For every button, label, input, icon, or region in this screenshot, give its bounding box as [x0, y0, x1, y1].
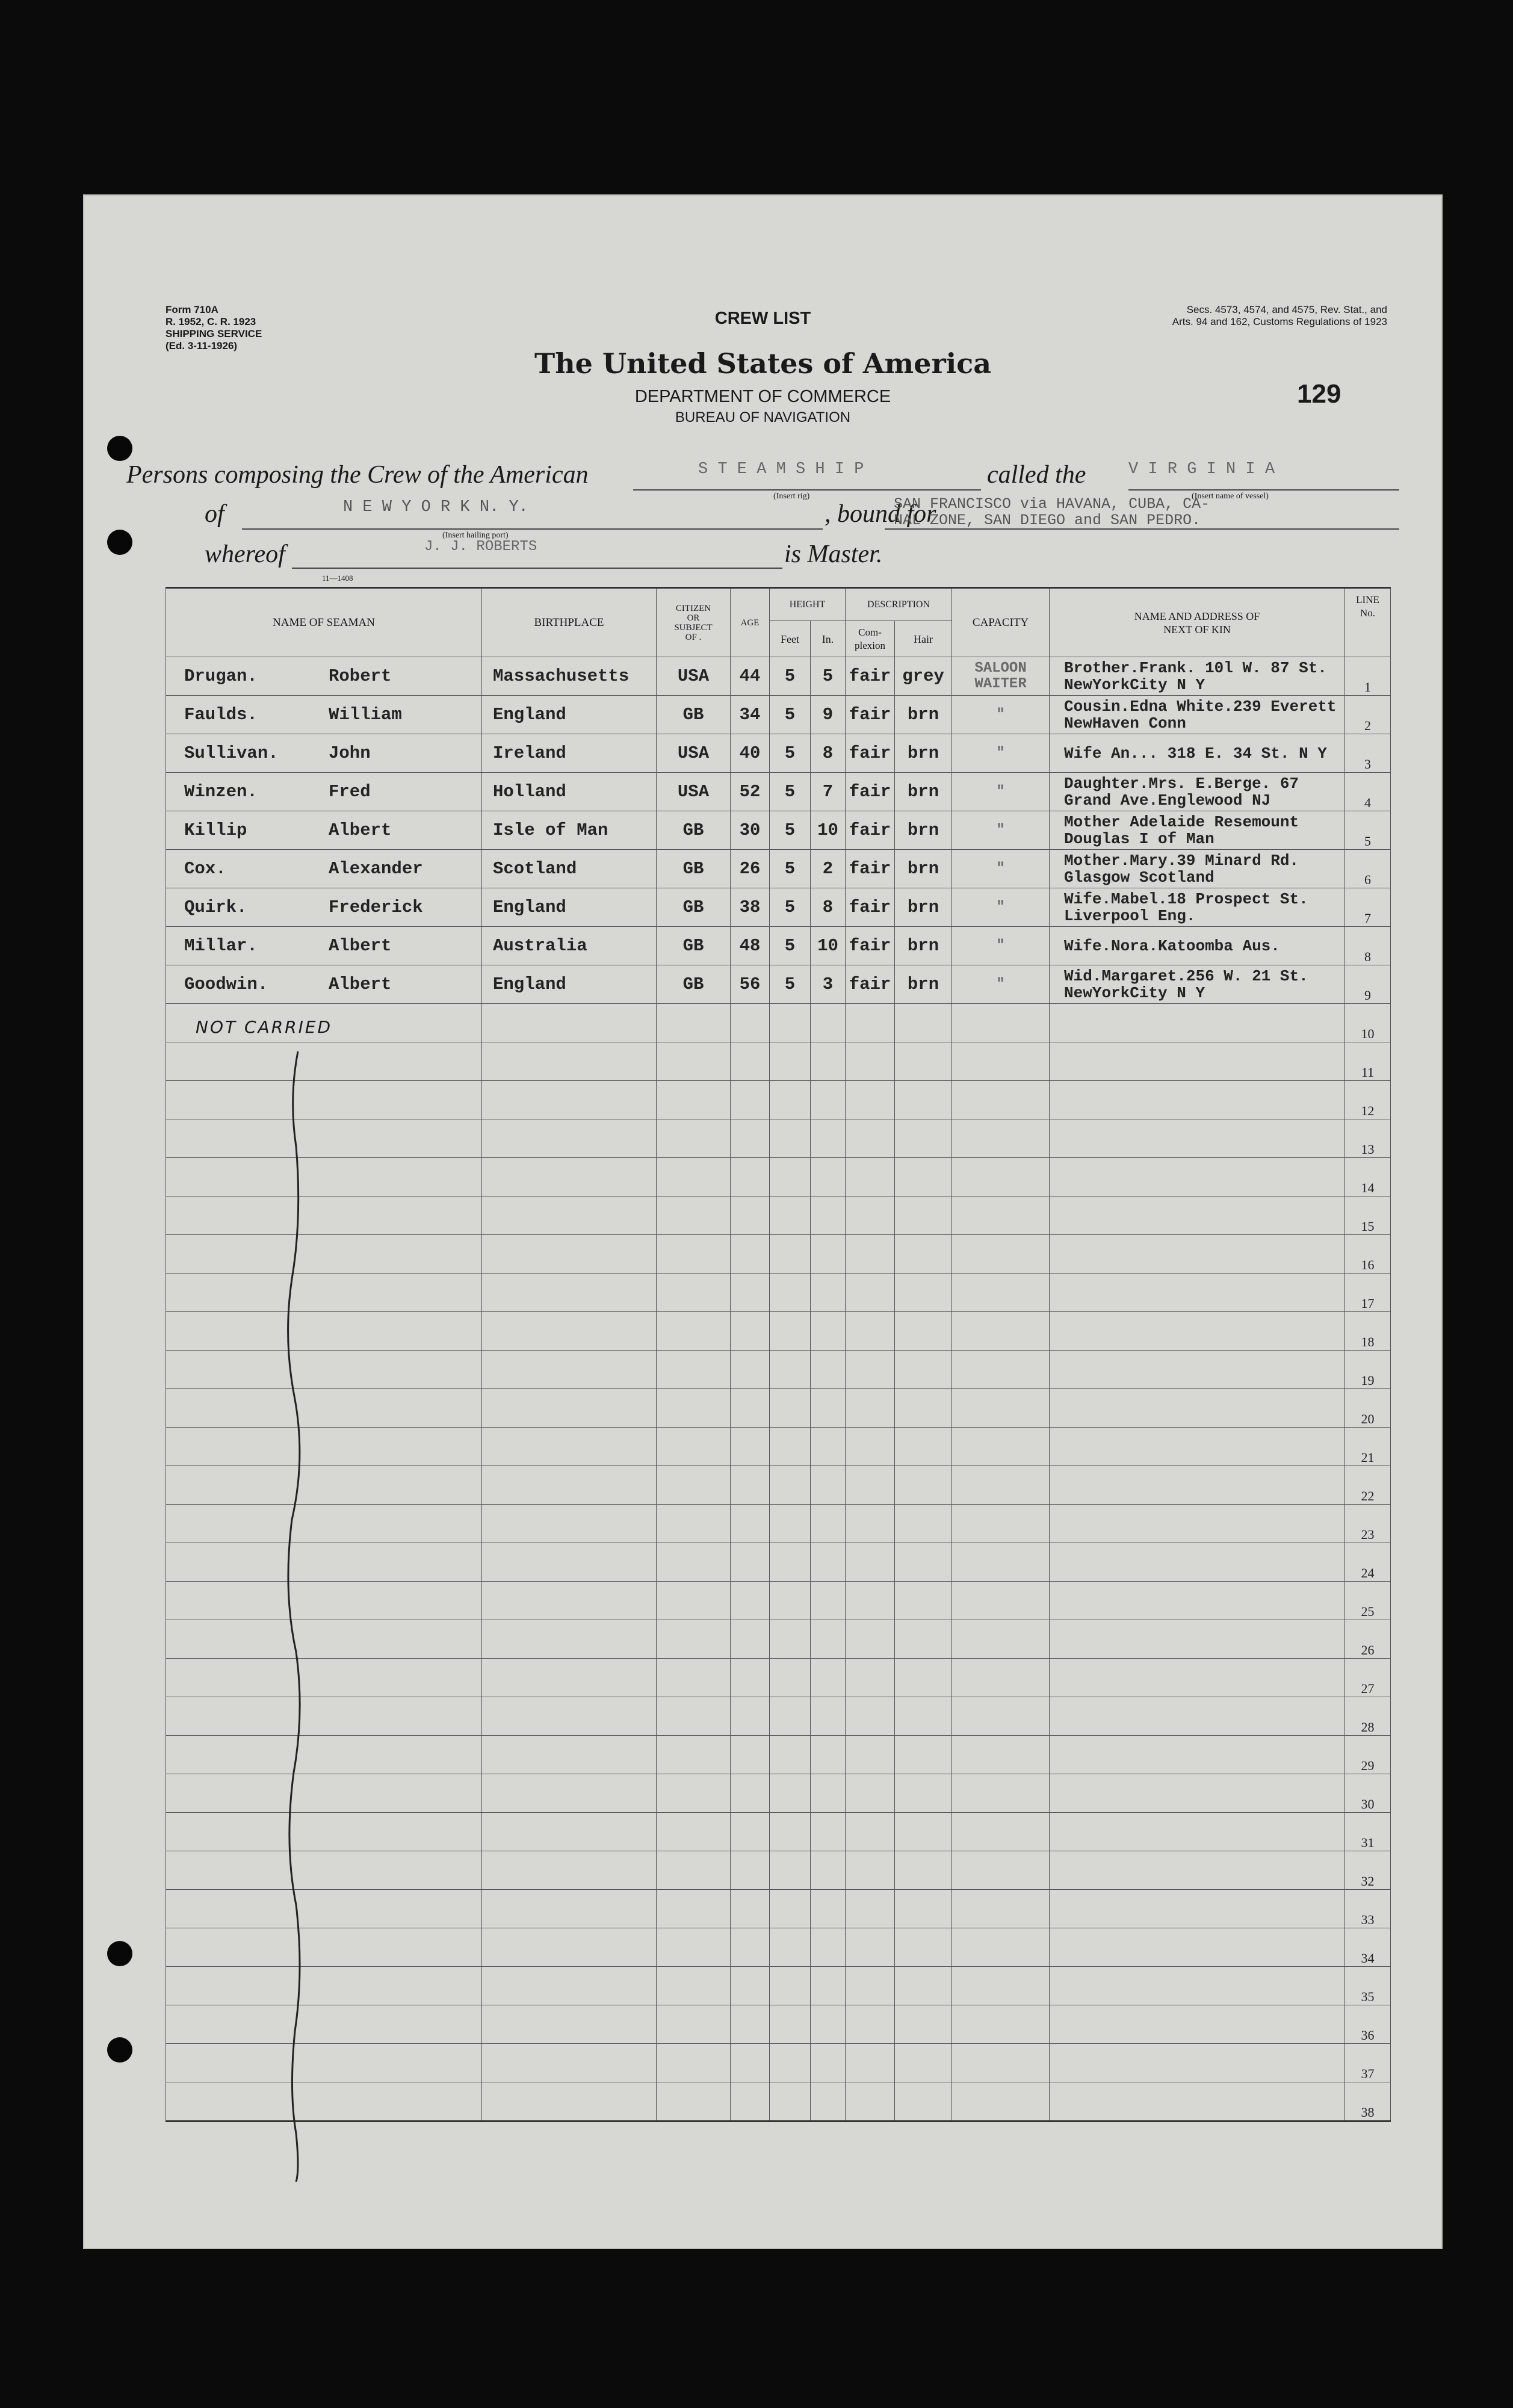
birthplace-cell: England: [482, 888, 657, 927]
line-number: 27: [1345, 1659, 1391, 1697]
citizen-cell: GB: [657, 811, 731, 850]
destination-line-2: NAL ZONE, SAN DIEGO and SAN PEDRO.: [894, 512, 1201, 529]
birthplace-cell: England: [482, 696, 657, 734]
kin-cell: Mother.Mary.39 Minard Rd. Glasgow Scotland: [1050, 850, 1345, 888]
line-number: 3: [1345, 734, 1391, 773]
feet-cell: 5: [770, 773, 811, 811]
line-number: 9: [1345, 965, 1391, 1004]
destination-line-1: SAN FRANCISCO via HAVANA, CUBA, CA-: [894, 495, 1210, 513]
form-id: Form 710A: [166, 304, 218, 315]
binder-hole: [107, 436, 132, 461]
age-cell: 34: [731, 696, 770, 734]
form-ref: R. 1952, C. R. 1923: [166, 316, 256, 327]
seaman-given-name: Albert: [329, 820, 392, 840]
birthplace-cell: Ireland: [482, 734, 657, 773]
seaman-given-name: Albert: [329, 974, 392, 994]
name-header: NAME OF SEAMAN: [166, 588, 482, 657]
line-number: 6: [1345, 850, 1391, 888]
feet-cell: 5: [770, 965, 811, 1004]
birthplace-cell: Holland: [482, 773, 657, 811]
kin-cell: Brother.Frank. 10l W. 87 St. NewYorkCity N Y: [1050, 657, 1345, 696]
line-number: 4: [1345, 773, 1391, 811]
age-cell: 48: [731, 927, 770, 965]
line-number: 23: [1345, 1505, 1391, 1543]
line-number: 12: [1345, 1081, 1391, 1119]
complexion-cell: fair: [846, 657, 895, 696]
line-number: 24: [1345, 1543, 1391, 1582]
complexion-header: Com- plexion: [846, 621, 895, 657]
capacity-cell: ": [952, 811, 1050, 850]
line-number: 2: [1345, 696, 1391, 734]
statutes-line-2: Arts. 94 and 162, Customs Regulations of 1923: [1172, 316, 1387, 327]
citizen-header: CITIZEN OR SUBJECT OF .: [657, 588, 731, 657]
kin-cell: Daughter.Mrs. E.Berge. 67 Grand Ave.Englewood NJ: [1050, 773, 1345, 811]
birthplace-cell: England: [482, 965, 657, 1004]
age-cell: 26: [731, 850, 770, 888]
kin-cell: Wife.Mabel.18 Prospect St. Liverpool Eng.: [1050, 888, 1345, 927]
line-number: 16: [1345, 1235, 1391, 1274]
line-number: 34: [1345, 1928, 1391, 1967]
seaman-surname: Cox.: [184, 859, 226, 879]
bound-label: , bound for: [825, 500, 936, 528]
whereof-label: whereof: [205, 540, 285, 568]
age-cell: 40: [731, 734, 770, 773]
capacity-header: CAPACITY: [952, 588, 1050, 657]
line-number: 18: [1345, 1312, 1391, 1351]
line-number: 31: [1345, 1813, 1391, 1851]
seaman-given-name: Fred: [329, 782, 371, 802]
of-label: of: [205, 500, 224, 528]
seaman-surname: Winzen.: [184, 782, 258, 802]
capacity-cell: ": [952, 734, 1050, 773]
age-cell: 56: [731, 965, 770, 1004]
seaman-surname: Sullivan.: [184, 743, 279, 763]
capacity-cell: ": [952, 850, 1050, 888]
birthplace-cell: Australia: [482, 927, 657, 965]
line-number: 28: [1345, 1697, 1391, 1736]
master-label: is Master.: [784, 540, 883, 568]
line-number: 10: [1345, 1004, 1391, 1042]
feet-cell: 5: [770, 734, 811, 773]
seaman-given-name: Alexander: [329, 859, 423, 879]
not-carried-note: NOT CARRIED: [196, 1017, 333, 1037]
kin-cell: Cousin.Edna White.239 Everett NewHaven Conn: [1050, 696, 1345, 734]
inches-cell: 7: [811, 773, 846, 811]
age-header: AGE: [731, 588, 770, 657]
age-cell: 52: [731, 773, 770, 811]
seaman-surname: Quirk.: [184, 897, 247, 917]
rig-value: S T E A M S H I P: [698, 460, 864, 478]
inches-cell: 8: [811, 734, 846, 773]
birthplace-header: BIRTHPLACE: [482, 588, 657, 657]
line-number: 1: [1345, 657, 1391, 696]
seaman-surname: Goodwin.: [184, 974, 268, 994]
complexion-cell: fair: [846, 965, 895, 1004]
seaman-given-name: John: [329, 743, 371, 763]
age-cell: 44: [731, 657, 770, 696]
hair-cell: brn: [895, 696, 952, 734]
binder-hole: [107, 1941, 132, 1966]
citizen-cell: USA: [657, 734, 731, 773]
line-number: 26: [1345, 1620, 1391, 1659]
line-number: 21: [1345, 1428, 1391, 1466]
department: DEPARTMENT OF COMMERCE: [634, 387, 891, 406]
page-number: 129: [1297, 379, 1341, 409]
statutes-line-1: Secs. 4573, 4574, and 4575, Rev. Stat., and: [1186, 304, 1387, 315]
inches-cell: 2: [811, 850, 846, 888]
crew-list-sheet: [84, 196, 1441, 2248]
seaman-given-name: Robert: [329, 666, 392, 686]
hair-cell: brn: [895, 773, 952, 811]
hair-cell: brn: [895, 811, 952, 850]
insert-vessel-note: (Insert name of vessel): [1192, 492, 1269, 501]
binder-hole: [107, 530, 132, 555]
kin-cell: Wife An... 318 E. 34 St. N Y: [1050, 734, 1345, 773]
complexion-cell: fair: [846, 811, 895, 850]
line-number: 17: [1345, 1274, 1391, 1312]
hair-cell: brn: [895, 927, 952, 965]
line-number: 25: [1345, 1582, 1391, 1620]
inches-cell: 3: [811, 965, 846, 1004]
form-title: CREW LIST: [714, 309, 811, 328]
citizen-cell: GB: [657, 927, 731, 965]
feet-cell: 5: [770, 657, 811, 696]
line-number: 8: [1345, 927, 1391, 965]
seaman-surname: Drugan.: [184, 666, 258, 686]
capacity-cell: ": [952, 773, 1050, 811]
seaman-given-name: Albert: [329, 936, 392, 956]
country-title: The United States of America: [534, 347, 992, 380]
feet-header: Feet: [770, 621, 811, 657]
line-number: 35: [1345, 1967, 1391, 2005]
citizen-cell: USA: [657, 657, 731, 696]
description-header: DESCRIPTION: [846, 588, 952, 621]
binder-hole: [107, 2037, 132, 2063]
kin-cell: Wife.Nora.Katoomba Aus.: [1050, 927, 1345, 965]
citizen-cell: GB: [657, 696, 731, 734]
inches-cell: 9: [811, 696, 846, 734]
print-code: 11—1408: [322, 574, 353, 583]
hailing-port: N E W Y O R K N. Y.: [343, 498, 528, 516]
line-no-header: LINE No.: [1345, 588, 1391, 657]
line-number: 14: [1345, 1158, 1391, 1196]
called-label: called the: [987, 461, 1086, 489]
age-cell: 38: [731, 888, 770, 927]
feet-cell: 5: [770, 927, 811, 965]
line-number: 38: [1345, 2082, 1391, 2122]
kin-cell: Mother Adelaide Resemount Douglas I of Man: [1050, 811, 1345, 850]
line-number: 11: [1345, 1042, 1391, 1081]
seaman-surname: Millar.: [184, 936, 258, 956]
line-number: 7: [1345, 888, 1391, 927]
citizen-cell: GB: [657, 888, 731, 927]
birthplace-cell: Scotland: [482, 850, 657, 888]
line-number: 37: [1345, 2044, 1391, 2082]
complexion-cell: fair: [846, 888, 895, 927]
bureau: BUREAU OF NAVIGATION: [675, 409, 851, 426]
capacity-cell: SALOON WAITER: [952, 657, 1050, 696]
hair-cell: brn: [895, 965, 952, 1004]
inches-header: In.: [811, 621, 846, 657]
hair-cell: brn: [895, 734, 952, 773]
line-number: 30: [1345, 1774, 1391, 1813]
line-number: 36: [1345, 2005, 1391, 2044]
citizen-cell: GB: [657, 850, 731, 888]
form-edition: (Ed. 3-11-1926): [166, 340, 238, 351]
line-number: 33: [1345, 1890, 1391, 1928]
feet-cell: 5: [770, 888, 811, 927]
complexion-cell: fair: [846, 734, 895, 773]
inches-cell: 8: [811, 888, 846, 927]
line-number: 29: [1345, 1736, 1391, 1774]
line-number: 13: [1345, 1119, 1391, 1158]
line-number: 5: [1345, 811, 1391, 850]
feet-cell: 5: [770, 850, 811, 888]
citizen-cell: GB: [657, 965, 731, 1004]
seaman-given-name: William: [329, 705, 402, 725]
age-cell: 30: [731, 811, 770, 850]
hair-cell: brn: [895, 888, 952, 927]
kin-cell: Wid.Margaret.256 W. 21 St. NewYorkCity N Y: [1050, 965, 1345, 1004]
capacity-cell: ": [952, 965, 1050, 1004]
citizen-cell: USA: [657, 773, 731, 811]
capacity-cell: ": [952, 888, 1050, 927]
line-number: 22: [1345, 1466, 1391, 1505]
form-service: SHIPPING SERVICE: [166, 328, 262, 339]
inches-cell: 10: [811, 927, 846, 965]
inches-cell: 5: [811, 657, 846, 696]
complexion-cell: fair: [846, 696, 895, 734]
persons-label: Persons composing the Crew of the American: [126, 461, 589, 489]
complexion-cell: fair: [846, 927, 895, 965]
feet-cell: 5: [770, 696, 811, 734]
hair-header: Hair: [895, 621, 952, 657]
insert-port-note: (Insert hailing port): [442, 531, 509, 540]
line-number: 15: [1345, 1196, 1391, 1235]
line-number: 19: [1345, 1351, 1391, 1389]
kin-header: NAME AND ADDRESS OF NEXT OF KIN: [1050, 588, 1345, 657]
capacity-cell: ": [952, 696, 1050, 734]
line-number: 20: [1345, 1389, 1391, 1428]
birthplace-cell: Isle of Man: [482, 811, 657, 850]
complexion-cell: fair: [846, 773, 895, 811]
complexion-cell: fair: [846, 850, 895, 888]
height-header: HEIGHT: [770, 588, 846, 621]
seaman-surname: Faulds.: [184, 705, 258, 725]
seaman-given-name: Frederick: [329, 897, 423, 917]
line-number: 32: [1345, 1851, 1391, 1890]
hair-cell: grey: [895, 657, 952, 696]
seaman-surname: Killip: [184, 820, 247, 840]
master-name: J. J. ROBERTS: [424, 539, 537, 555]
capacity-cell: ": [952, 927, 1050, 965]
not-carried-line: [84, 196, 1441, 2248]
insert-rig-note: (Insert rig): [773, 492, 810, 501]
vessel-name: V I R G I N I A: [1128, 460, 1275, 478]
birthplace-cell: Massachusetts: [482, 657, 657, 696]
feet-cell: 5: [770, 811, 811, 850]
hair-cell: brn: [895, 850, 952, 888]
inches-cell: 10: [811, 811, 846, 850]
